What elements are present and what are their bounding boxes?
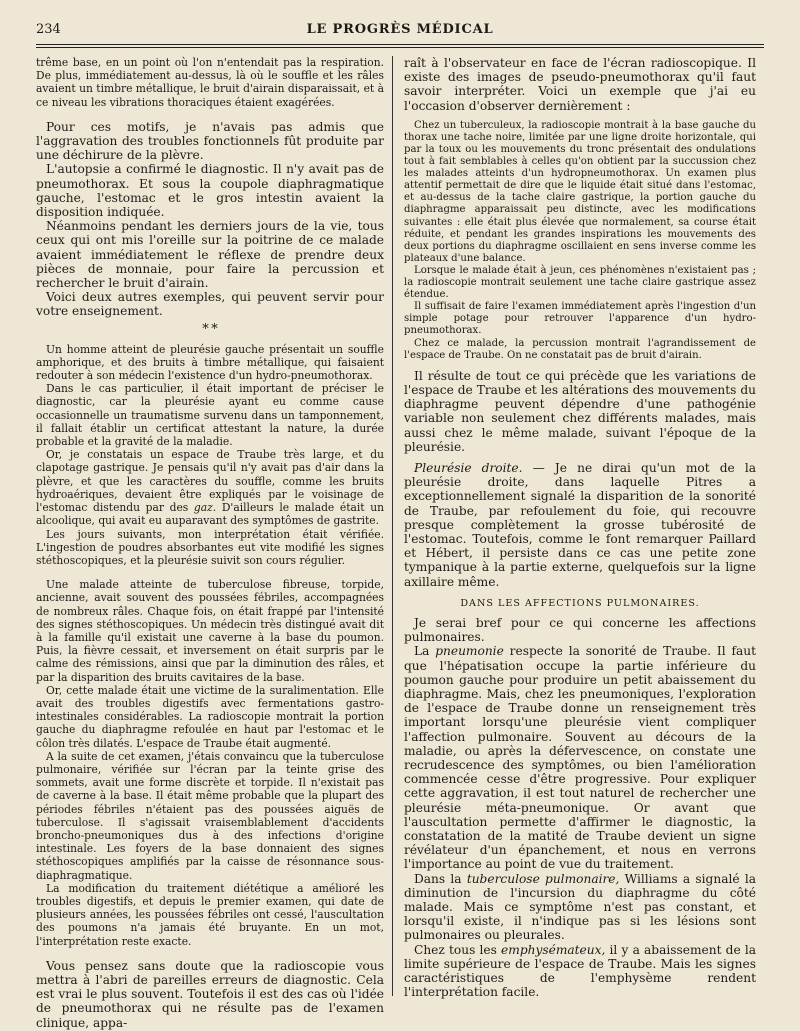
paragraph: Les jours suivants, mon interprétation était vérifiée. L'ingestion de poudres absorbantes eut vite modifié les signes stéthoscopiques, et la pleurésie suivit son cours régulier. <box>36 527 384 567</box>
left-column <box>36 56 384 1030</box>
paragraph <box>404 461 756 589</box>
paragraph: Néanmoins pendant les derniers jours de la vie, tous ceux qui ont mis l'oreille sur la poitrine de ce malade avaient immédiatement le réflexe de prendre deux pièces de monnaie, pour faire la percussion et rechercher le bruit d'airain. <box>36 219 384 291</box>
paragraph: A la suite de cet examen, j'étais convaincu que la tuberculose pulmonaire, vérifiée sur l'écran par la teinte grise des sommets, avait une forme discrète et torpide. Il n'existait pas de caverne à la base. Il était même probable que la plupart des périodes fébriles n'étaient pas des poussées aiguës de tuberculose. Il s'agissait vraisemblablement d'accidents broncho-pneumoniques dus à des infections d'origine intestinale. Les foyers de la base donnaient des signes stéthoscopiques amplifiés par la caisse de résonnance sous-diaphragmatique. <box>36 749 384 882</box>
paragraph: Un homme atteint de pleurésie gauche présentait un souffle amphorique, et des bruits à timbre métallique, qui faisaient redouter à son médecin l'existence d'un hydro-pneumothorax. <box>36 342 384 383</box>
page-number: 234 <box>36 22 61 37</box>
paragraph: Dans le cas particulier, il était important de préciser le diagnostic, car la pleurésie ayant eu comme cause occasionnelle un traumatisme survenu dans un tamponnement, il fallait établir un certificat attestant la nature, la durée probable et la gravité de la maladie. <box>36 382 384 449</box>
text-run: — Je ne dirai qu'un mot de la pleurésie droite, dans laquelle Pitres a exceptionnellement signalé la disparition de la sonorité de Traube, par refoulement du foie, qui recouvre presque complètement la grosse tubérosité de l'estomac. Toutefois, comme le font remarquer Paillard et Hébert, il persiste dans ce cas une petite zone tympanique à la partie externe, quelquefois sur la ligne axillaire même. <box>404 460 756 589</box>
section-heading: DANS LES AFFECTIONS PULMONAIRES. <box>460 597 700 609</box>
italic-text: tuberculose pulmonaire, <box>466 871 620 886</box>
paragraph: Chez ce malade, la percussion montrait l'agrandissement de l'espace de Traube. On ne constatait pas de bruit d'airain. <box>404 337 756 361</box>
text-run: La <box>414 644 436 659</box>
paragraph: Lorsque le malade était à jeun, ces phénomènes n'existaient pas ; la radioscopie montrait seulement une tache claire gastrique assez étendue. <box>404 264 756 301</box>
italic-text: pneumonie <box>435 644 504 659</box>
italic-text: emphysémateux, <box>501 942 606 957</box>
paragraph: Une malade atteinte de tuberculose fibreuse, torpide, ancienne, avait souvent des poussées fébriles, accompagnées de nombreux râles. Chaque fois, on était frappé par l'intensité des signes stéthoscopiques. Un médecin très distingué avait dit à la famille qu'il existait une caverne à la base du poumon. Puis, la fièvre cessait, et inversement on était surpris par le calme des rémissions, ainsi que par la diminution des râles, et par la disparition des bruits cavitaires de la base. <box>36 578 384 684</box>
paragraph: L'autopsie a confirmé le diagnostic. Il n'y avait pas de pneumothorax. Et sous la coupole diaphragmatique gauche, l'estomac et le gros intestin avaient la disposition indiquée. <box>36 162 384 220</box>
page-header <box>36 22 764 40</box>
text-run: Chez tous les <box>414 942 502 957</box>
text-run: Dans la <box>414 871 467 886</box>
text-run: respecte la sonorité de Traube. Il faut que l'hépatisation occupe la partie inférieure du poumon gauche pour produire un petit abaissement du diaphragme. Mais, chez les pneumoniques, l'exploration de l'espace de Traube donne un renseignement très important lorsqu'une pleurésie vient compliquer l'affection pulmonaire. Souvent au décours de la maladie, ou après la défervescence, on constate une recrudescence des symptômes, ou bien l'amélioration commencée cesse d'être progressive. Pour expliquer cette aggravation, il est tout naturel de rechercher une pleurésie méta-pneumonique. Or avant que l'auscultation permette d'affirmer le diagnostic, la constatation de la matité de Traube devient un signe révélateur d'un épanchement, et nous en verrons l'importance au point de vue du traitement. <box>404 644 756 872</box>
paragraph <box>404 644 756 871</box>
paragraph: Je serai bref pour ce qui concerne les affections pulmonaires. <box>404 615 756 645</box>
paragraph <box>404 872 756 943</box>
paragraph: trême base, en un point où l'on n'entendait pas la respiration. De plus, immédiatement au-dessus, là où le souffle et les râles avaient un timbre métallique, le bruit d'airain disparaissait, et à ce niveau les vibrations thoraciques étaient exagérées. <box>36 56 384 109</box>
paragraph: raît à l'observateur en face de l'écran radioscopique. Il existe des images de pseudo-pneumothorax qu'il faut savoir interpréter. Voici un exemple que j'ai eu l'occasion d'observer dernièrement : <box>404 56 756 113</box>
header-rule-thin <box>36 47 764 48</box>
right-column <box>404 56 756 999</box>
text-run: Or, je constatais un espace de Traube très large, et du clapotage gastrique. Je pensais qu'il n'y avait pas d'air dans la plèvre, et que les caractères du souffle, comme les bruits hydroaériques, devaient être expliqués par le voisinage de l'estomac distendu par des <box>36 448 384 515</box>
text-run: Williams a signalé la diminution de l'incursion du diaphragme du côté malade. Mais ce symptôme n'est pas constant, et lorsqu'il existe, il n'indique pas si les lésions sont pulmonaires ou pleurales. <box>404 871 756 943</box>
paragraph: Or, cette malade était une victime de la suralimentation. Elle avait des troubles digestifs avec fermentations gastro-intestinales considérables. La radioscopie montrait la portion gauche du diaphragme refoulée en haut par l'estomac et le côlon très dilatés. L'espace de Traube était augmenté. <box>36 683 384 750</box>
paragraph <box>36 448 384 527</box>
running-title: LE PROGRÈS MÉDICAL <box>306 22 494 37</box>
paragraph: Il résulte de tout ce qui précède que les variations de l'espace de Traube et les altérations des mouvements du diaphragme peuvent dépendre d'une pathogénie variable non seulement chez différents malades, mais aussi chez le même malade, suivant l'époque de la pleurésie. <box>404 368 756 454</box>
paragraph: Il suffisait de faire l'examen immédiatement après l'ingestion d'un simple potage pour retrouver l'apparence d'un hydro-pneumothorax. <box>404 301 756 337</box>
column-divider <box>392 56 393 996</box>
paragraph: Pour ces motifs, je n'avais pas admis que l'aggravation des troubles fonctionnels fût produite par une déchirure de la plèvre. <box>36 119 384 163</box>
section-separator-stars: * * <box>202 321 218 337</box>
italic-text: gaz. <box>193 501 217 515</box>
italic-text: Pleurésie droite. <box>414 460 523 475</box>
paragraph: La modification du traitement diététique a amélioré les troubles digestifs, et depuis le premier examen, qui date de plusieurs années, les poussées fébriles ont cessé, l'auscultation des poumons n'a jamais été bruyante. En un mot, l'interprétation reste exacte. <box>36 881 384 948</box>
paragraph: Chez un tuberculeux, la radioscopie montrait à la base gauche du thorax une tache noire, limitée par une ligne droite horizontale, qui par la toux ou les mouvements du tronc présentait des ondulations tout à fait semblables à celles qu'on obtient par la succussion chez les malades atteints d'un hydropneumothorax. Un examen plus attentif permettait de dire que le liquide était situé dans l'estomac, et au-dessus de la tache claire gastrique, la portion gauche du diaphragme apparaissait peu distincte, avec les modifications suivantes : elle était plus élevée que normalement, sa course était réduite, et pendant les grandes inspirations les mouvements des deux portions du diaphragme oscillaient en sens inverse comme les plateaux d'une balance. <box>404 119 756 264</box>
paragraph: Vous pensez sans doute que la radioscopie vous mettra à l'abri de pareilles erreurs de diagnostic. Cela est vrai le plus souvent. Toutefois il est des cas où l'idée de pneumothorax qui ne résulte pas de l'examen clinique, appa- <box>36 958 384 1030</box>
paragraph: Voici deux autres exemples, qui peuvent servir pour votre enseignement. <box>36 290 384 319</box>
paragraph <box>404 943 756 1000</box>
text-run: il y a abaissement de la limite supérieure de l'espace de Traube. Mais les signes caractéristiques de l'emphysème rendent l'interprétation facile. <box>404 942 757 1000</box>
text-run: D'ailleurs le malade était un alcoolique, qui avait eu auparavant des symptômes de gastrite. <box>36 501 385 528</box>
header-rule <box>36 44 764 45</box>
